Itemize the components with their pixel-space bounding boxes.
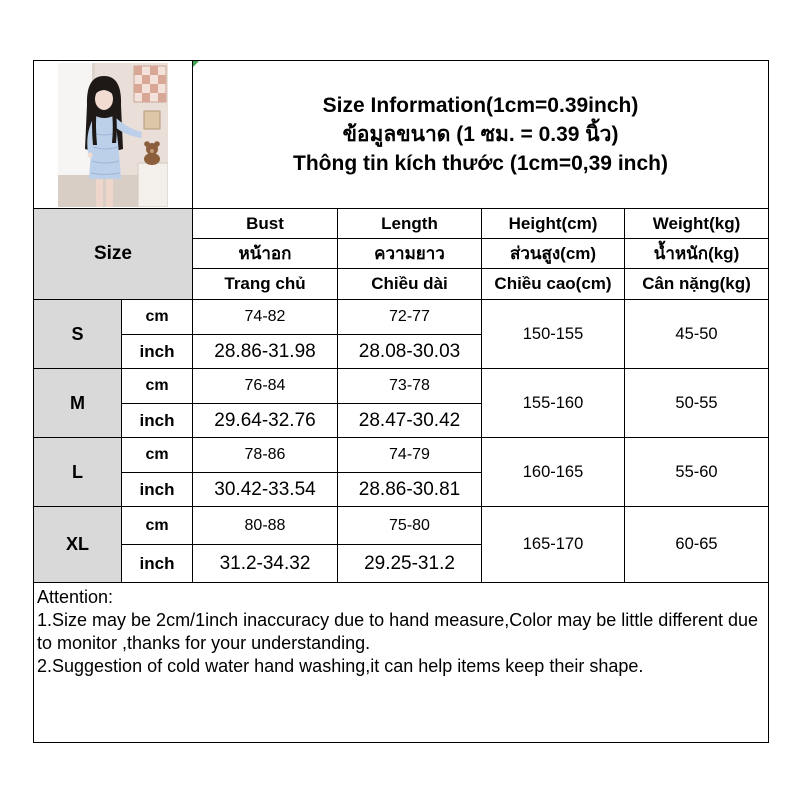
bust-cm-value: 80-88 (193, 507, 338, 545)
height-value: 150-155 (482, 300, 625, 369)
title-english: Size Information(1cm=0.39inch) (322, 94, 639, 117)
length-cm-value: 74-79 (338, 438, 482, 473)
attention-box (34, 583, 769, 743)
length-inch-value: 28.47-30.42 (338, 404, 482, 438)
column-header-weight-thai: น้ำหนัก(kg) (625, 239, 769, 269)
size-label-m: M (34, 369, 122, 438)
weight-value: 55-60 (625, 438, 769, 507)
column-header-bust-vietnamese: Trang chủ (193, 269, 338, 300)
unit-inch-label: inch (122, 545, 193, 583)
column-header-bust: Bust (193, 209, 338, 239)
length-cm-value: 72-77 (338, 300, 482, 335)
bust-cm-value: 78-86 (193, 438, 338, 473)
height-value: 160-165 (482, 438, 625, 507)
unit-inch-label: inch (122, 404, 193, 438)
column-header-weight: Weight(kg) (625, 209, 769, 239)
bust-inch-value: 30.42-33.54 (193, 473, 338, 507)
unit-cm-label: cm (122, 438, 193, 473)
title-vietnamese: Thông tin kích thước (1cm=0,39 inch) (293, 152, 668, 175)
unit-cm-label: cm (122, 369, 193, 404)
unit-cm-label: cm (122, 300, 193, 335)
column-header-bust-thai: หน้าอก (193, 239, 338, 269)
photo-cell (34, 61, 193, 209)
column-header-length-vietnamese: Chiều dài (338, 269, 482, 300)
weight-value: 50-55 (625, 369, 769, 438)
size-chart-table (33, 60, 769, 743)
length-inch-value: 28.86-30.81 (338, 473, 482, 507)
bust-cm-value: 76-84 (193, 369, 338, 404)
length-cm-value: 73-78 (338, 369, 482, 404)
column-header-weight-vietnamese: Cân nặng(kg) (625, 269, 769, 300)
bust-inch-value: 28.86-31.98 (193, 335, 338, 369)
attention-row (34, 583, 769, 743)
height-value: 165-170 (482, 507, 625, 583)
column-header-height-vietnamese: Chiều cao(cm) (482, 269, 625, 300)
attention-note: 1.Size may be 2cm/1inch inaccuracy due to hand measure,Color may be little different due to monitor ,thanks for your understanding. (37, 610, 759, 653)
unit-inch-label: inch (122, 335, 193, 369)
column-header-height-thai: ส่วนสูง(cm) (482, 239, 625, 269)
size-row-m-cm (34, 369, 769, 404)
weight-value: 60-65 (625, 507, 769, 583)
title-thai: ข้อมูลขนาด (1 ซม. = 0.39 นิ้ว) (342, 123, 619, 146)
cabinet (138, 163, 168, 207)
length-inch-value: 29.25-31.2 (338, 545, 482, 583)
title-row (34, 61, 769, 209)
column-header-length-thai: ความยาว (338, 239, 482, 269)
unit-inch-label: inch (122, 473, 193, 507)
column-header-height: Height(cm) (482, 209, 625, 239)
attention-note: 2.Suggestion of cold water hand washing,it can help items keep their shape. (37, 656, 644, 676)
unit-cm-label: cm (122, 507, 193, 545)
height-value: 155-160 (482, 369, 625, 438)
length-inch-value: 28.08-30.03 (338, 335, 482, 369)
bust-inch-value: 31.2-34.32 (193, 545, 338, 583)
attention-heading: Attention: (37, 587, 114, 607)
bust-cm-value: 74-82 (193, 300, 338, 335)
header-row-english (34, 209, 769, 239)
weight-value: 45-50 (625, 300, 769, 369)
product-photo (58, 63, 168, 207)
size-row-xl-cm (34, 507, 769, 545)
picture-frame (144, 111, 160, 129)
column-header-length: Length (338, 209, 482, 239)
size-row-s-cm (34, 300, 769, 335)
size-row-l-cm (34, 438, 769, 473)
size-label-s: S (34, 300, 122, 369)
length-cm-value: 75-80 (338, 507, 482, 545)
size-header: Size (34, 209, 193, 300)
bust-inch-value: 29.64-32.76 (193, 404, 338, 438)
size-label-xl: XL (34, 507, 122, 583)
title-cell (193, 61, 769, 209)
size-label-l: L (34, 438, 122, 507)
wall-picture (134, 66, 166, 102)
